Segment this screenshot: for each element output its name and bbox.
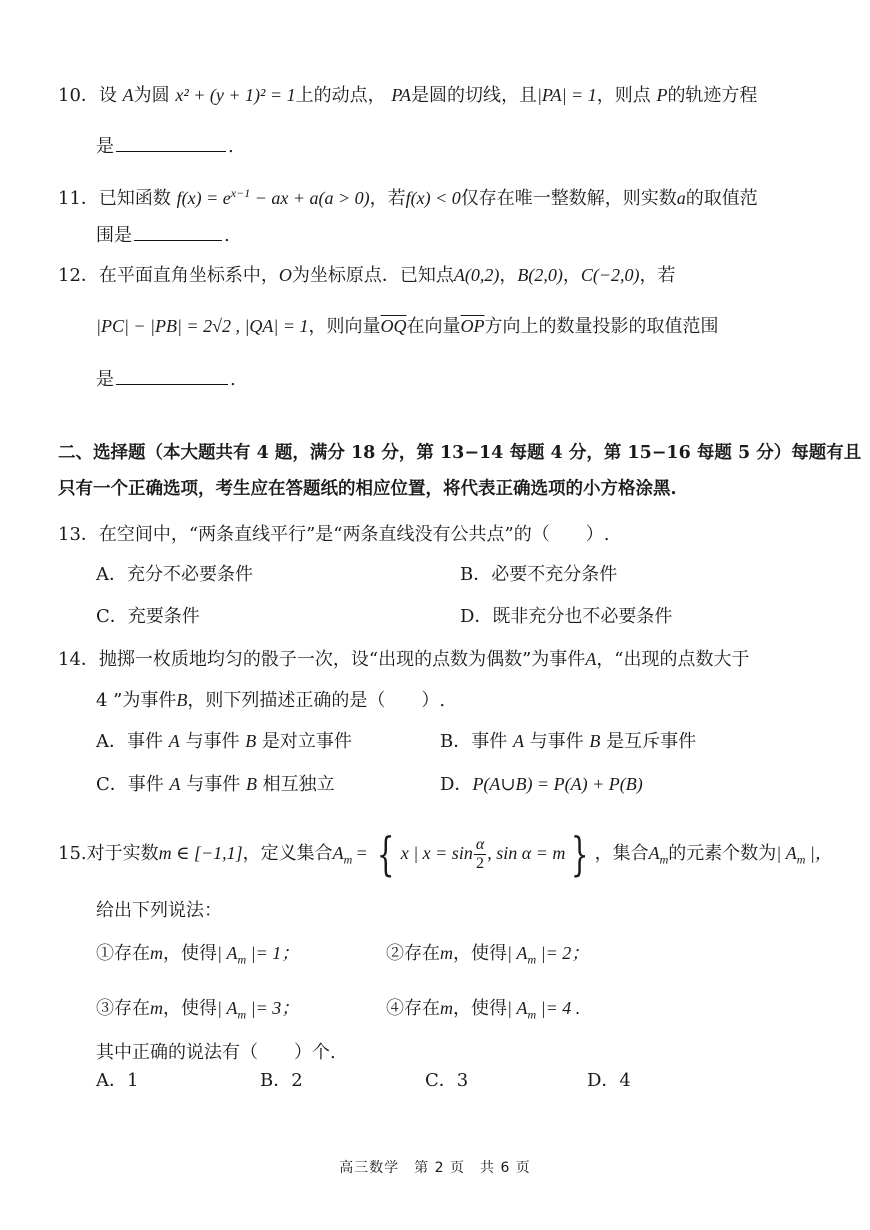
q10-line1	[58, 82, 757, 109]
q10-answer-blank[interactable]	[116, 133, 226, 152]
q15-option-d[interactable]: D．4	[587, 1070, 631, 1091]
q11-text: 仅存在唯一整数解，则实数	[460, 188, 677, 209]
q12-text: ，若	[639, 265, 676, 286]
q14-opt-var: A	[168, 731, 180, 751]
q13-stem	[58, 522, 609, 548]
q11-text: 围是	[96, 225, 132, 246]
q14-text: ，“出现的点数大于	[596, 649, 750, 670]
q12-condition: |PC| − |PB| = 2√2 , |QA| = 1	[96, 316, 309, 336]
q11-var-a: a	[676, 188, 686, 208]
section2-instructions-line2: 只有一个正确选项，考生应在答题纸的相应位置，将代表正确选项的小方格涂黑.	[58, 479, 677, 499]
q14-opt-var: A	[169, 774, 181, 794]
q10-text: 上的动点，	[295, 85, 386, 106]
q15-frac-den: 2	[476, 854, 485, 872]
q14-option-a[interactable]	[96, 728, 352, 755]
q15-abs-end: |，	[805, 843, 833, 863]
q15-st-var: m	[440, 998, 453, 1018]
q15-st-val: |= 1；	[246, 943, 300, 963]
q11-answer-blank[interactable]	[134, 222, 222, 241]
q10-text: 的轨迹方程	[667, 85, 758, 106]
q15-text: 的元素个数为	[668, 843, 777, 864]
q12-vector-op: $\overline{OP}$	[460, 316, 485, 336]
q15-option-a[interactable]: A．1	[96, 1070, 139, 1091]
q10-text: 是圆的切线，且	[410, 85, 537, 106]
q15-line1	[58, 827, 833, 883]
q15-set-cond: , sin α = m	[487, 843, 566, 863]
q10-condition: |PA| = 1	[536, 85, 597, 105]
q11-text: 已知函数	[98, 188, 171, 209]
page-footer: 高三数学 第 2 页 共 6 页	[339, 1160, 531, 1176]
q12-line3	[96, 366, 236, 393]
q14-opt-text: 相互独立	[256, 774, 335, 795]
q14-opt-var: B	[245, 774, 257, 794]
q13-text: 在空间中，“两条直线平行”是“两条直线没有公共点”的（ ）.	[98, 524, 610, 545]
q15-st-val: |= 2；	[536, 943, 590, 963]
section2-instructions-line1: 二、选择题（本大题共有 4 题，满分 18 分，第 13−14 每题 4 分，第 15−16 每题 5 分）每题有且	[58, 443, 862, 463]
q15-set-a: A	[648, 843, 660, 863]
q15-number: 15.	[58, 843, 87, 864]
q15-question: 其中正确的说法有（ ）个.	[96, 1042, 336, 1063]
q15-statement-1	[96, 940, 299, 973]
q10-var-pa: PA	[391, 85, 411, 105]
q14-option-d[interactable]	[440, 771, 643, 798]
q15-st-text: ①存在	[96, 943, 150, 964]
q15-fraction	[474, 836, 486, 873]
q15-st-text: ②存在	[386, 943, 440, 964]
q15-right-brace: }	[571, 827, 589, 881]
q12-var-o: O	[278, 265, 292, 285]
q15-st-abs: | A	[217, 943, 238, 963]
q15-statement-4	[386, 995, 580, 1028]
q10-period: .	[228, 136, 234, 157]
q10-line2	[96, 133, 234, 160]
q15-st-var: m	[440, 943, 453, 963]
q15-statement-3	[96, 995, 299, 1028]
q13-option-c[interactable]: C．充要条件	[96, 606, 200, 627]
q12-period: .	[230, 369, 236, 390]
q15-st-text: ，使得	[453, 998, 507, 1019]
q14-opt-text: D．	[440, 774, 473, 795]
q15-text: ，集合	[594, 843, 649, 864]
q11-number: 11．	[58, 188, 99, 209]
q15-st-abs: | A	[217, 998, 238, 1018]
q15-intro: 给出下列说法：	[96, 900, 222, 921]
q11-inequality: f(x) < 0	[405, 188, 461, 208]
q14-opt-var: A	[512, 731, 524, 751]
q14-text: 4 ”为事件	[96, 690, 177, 711]
q15-st-text: ③存在	[96, 998, 150, 1019]
q15-text: 对于实数	[86, 843, 159, 864]
q10-number: 10．	[58, 85, 99, 106]
q15-st-text: ④存在	[386, 998, 440, 1019]
q15-st-val: |= 3；	[246, 998, 300, 1018]
q14-number: 14．	[58, 649, 99, 670]
q15-st-var: m	[150, 943, 163, 963]
q10-text: 是	[96, 136, 114, 157]
q11-period: .	[224, 225, 230, 246]
q14-var-a: A	[585, 649, 597, 669]
q12-sep: ，	[562, 265, 581, 286]
q11-function	[177, 188, 370, 208]
q15-st-abs: | A	[507, 998, 528, 1018]
q15-st-sub: m	[527, 1007, 537, 1022]
q15-st-sub: m	[527, 952, 537, 967]
q14-text: ，则下列描述正确的是（ ）.	[187, 690, 446, 711]
q15-st-text: ，使得	[163, 943, 217, 964]
q10-text: ，则点	[596, 85, 651, 106]
q14-opt-equation: P(A∪B) = P(A) + P(B)	[472, 774, 643, 794]
q14-opt-text: 与事件	[523, 731, 590, 752]
q15-option-b[interactable]: B．2	[260, 1070, 303, 1091]
q13-option-d[interactable]: D．既非充分也不必要条件	[460, 606, 673, 627]
q11-text: 的取值范	[685, 188, 758, 209]
q13-option-b[interactable]: B．必要不充分条件	[460, 564, 618, 585]
q10-circle-equation: x² + (y + 1)² = 1	[175, 85, 296, 105]
q15-text: ，定义集合	[242, 843, 333, 864]
q14-opt-text: 与事件	[179, 731, 246, 752]
q14-opt-var: B	[589, 731, 601, 751]
q12-text: 在平面直角坐标系中，	[98, 265, 279, 286]
q11-line2	[96, 222, 230, 249]
q11-text: ，若	[369, 188, 406, 209]
q12-sep: ，	[499, 265, 518, 286]
q12-text: 方向上的数量投影的取值范围	[484, 316, 719, 337]
q14-var-b: B	[176, 690, 188, 710]
q15-subscript: m	[796, 852, 806, 867]
q15-domain: m ∈ [−1,1]	[158, 843, 243, 863]
q14-line2	[96, 687, 445, 714]
q15-statement-2	[386, 940, 589, 973]
q12-text: 是	[96, 369, 114, 390]
q15-st-abs: | A	[507, 943, 528, 963]
q14-opt-text: 是对立事件	[256, 731, 352, 752]
q15-st-val: |= 4 .	[536, 998, 581, 1018]
q12-point-a: A(0,2)	[453, 265, 500, 285]
q12-text: 为坐标原点．已知点	[291, 265, 454, 286]
q11-function-rest: − ax + a(a > 0)	[250, 188, 370, 208]
q15-equals: =	[352, 843, 372, 863]
q14-opt-text: C．事件	[96, 774, 170, 795]
q15-left-brace: {	[377, 827, 395, 881]
q15-option-c[interactable]: C．3	[425, 1070, 469, 1091]
q15-subscript: m	[343, 852, 353, 867]
q12-line1	[58, 262, 676, 289]
q12-point-c: C(−2,0)	[580, 265, 640, 285]
q14-opt-text: 是互斥事件	[600, 731, 697, 752]
q12-text: ，则向量	[308, 316, 381, 337]
q10-var-a: A	[122, 85, 134, 105]
q14-option-b[interactable]	[440, 728, 696, 755]
q12-point-b: B(2,0)	[517, 265, 563, 285]
q14-option-c[interactable]	[96, 771, 335, 798]
q15-subscript: m	[659, 852, 669, 867]
q14-opt-text: A．事件	[96, 731, 169, 752]
q12-answer-blank[interactable]	[116, 366, 228, 385]
q14-text: 抛掷一枚质地均匀的骰子一次，设“出现的点数为偶数”为事件	[98, 649, 586, 670]
q15-st-sub: m	[237, 952, 247, 967]
q15-frac-num: α	[475, 835, 485, 853]
q14-line1	[58, 646, 750, 673]
q10-var-p: P	[656, 85, 668, 105]
q15-st-sub: m	[237, 1007, 247, 1022]
q12-line2	[96, 313, 719, 340]
q12-vector-oq: $\overline{OQ}$	[380, 316, 407, 336]
q13-option-a[interactable]: A．充分不必要条件	[96, 564, 253, 585]
q11-function-base: f(x) = e	[176, 188, 231, 208]
q14-opt-text: B．事件	[440, 731, 513, 752]
q12-text: 在向量	[406, 316, 461, 337]
q15-set-a: A	[332, 843, 344, 863]
q14-opt-text: 与事件	[180, 774, 246, 795]
q15-set-def: x | x = sin	[400, 843, 473, 863]
q11-line1	[58, 180, 758, 212]
q11-exponent: x−1	[230, 186, 251, 200]
q10-text: 为圆	[133, 85, 170, 106]
q12-number: 12．	[58, 265, 99, 286]
q10-text: 设	[98, 85, 117, 106]
q15-abs: | A	[776, 843, 797, 863]
q13-number: 13．	[58, 524, 99, 545]
q14-opt-var: B	[245, 731, 257, 751]
q15-st-text: ，使得	[453, 943, 507, 964]
q15-st-var: m	[150, 998, 163, 1018]
q15-st-text: ，使得	[163, 998, 217, 1019]
